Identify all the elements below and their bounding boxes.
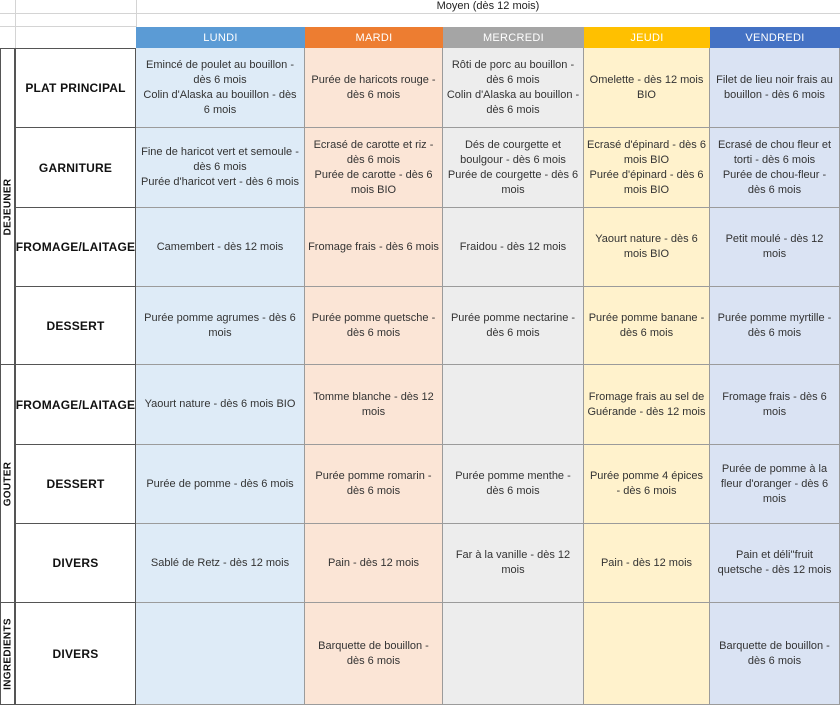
menu-cell-text: Rôti de porc au bouillon - dès 6 mois Colin d'Alaska au bouillon - dès 6 mois (446, 58, 580, 116)
menu-cell-text: Fraidou - dès 12 mois (459, 240, 567, 253)
menu-cell-text: Tomme blanche - dès 12 mois (313, 390, 434, 418)
menu-cell-text: Pain et déli''fruit quetsche - dès 12 mois (717, 549, 832, 576)
menu-cell-text: Purée pomme banane - dès 6 mois (588, 311, 705, 339)
section-dejeuner (0, 48, 15, 365)
menu-cell-vendredi (710, 208, 840, 287)
menu-cell-text: Fromage frais - dès 6 mois (722, 390, 827, 418)
menu-cell-text: Purée pomme romarin - dès 6 mois (315, 470, 432, 497)
menu-cell-text: Fine de haricot vert et semoule - dès 6 mois Purée d'haricot vert - dès 6 mois (140, 146, 299, 188)
menu-cell-lundi (136, 603, 305, 705)
menu-cell-text: Far à la vanille - dès 12 mois (455, 549, 571, 576)
menu-cell-text: Emincé de poulet au bouillon - dès 6 mois Colin d'Alaska au bouillon - dès 6 mois (143, 58, 297, 116)
menu-cell-text: Barquette de bouillon - dès 6 mois (719, 639, 830, 667)
gridline (0, 26, 136, 27)
row-label: FROMAGE/LAITAGE (15, 208, 136, 287)
menu-cell-mardi (305, 365, 443, 445)
menu-cell-lundi (136, 365, 305, 445)
menu-cell-mardi (305, 524, 443, 603)
menu-cell-text: Purée pomme quetsche - dès 6 mois (311, 311, 436, 339)
menu-cell-text: Ecrasé d'épinard - dès 6 mois BIO Purée d'épinard - dès 6 mois BIO (587, 138, 706, 196)
day-header-mardi: MARDI (305, 27, 443, 48)
day-header-mercredi: MERCREDI (443, 27, 584, 48)
menu-cell-vendredi (710, 365, 840, 445)
row-label: DESSERT (15, 287, 136, 365)
section-label: GOUTER (2, 461, 13, 506)
menu-cell-mardi (305, 48, 443, 128)
menu-cell-text: Fromage frais - dès 6 mois (308, 240, 439, 253)
menu-cell-text: Purée pomme agrumes - dès 6 mois (144, 311, 296, 339)
menu-cell-text: Purée pomme myrtille - dès 6 mois (717, 311, 832, 339)
menu-cell-vendredi (710, 603, 840, 705)
menu-cell-text: Purée pomme menthe - dès 6 mois (455, 470, 571, 497)
menu-cell-mercredi (443, 524, 584, 603)
menu-cell-text: Fromage frais au sel de Guérande - dès 12 mois (587, 390, 706, 418)
menu-cell-lundi (136, 287, 305, 365)
menu-cell-text: Pain - dès 12 mois (327, 556, 420, 569)
menu-cell-mercredi (443, 48, 584, 128)
menu-cell-jeudi (584, 128, 710, 208)
menu-cell-text: Purée de haricots rouge - dès 6 mois (311, 73, 436, 101)
menu-cell-mercredi (443, 365, 584, 445)
menu-cell-jeudi (584, 365, 710, 445)
menu-cell-jeudi (584, 524, 710, 603)
menu-cell-text: Purée pomme 4 épices - dès 6 mois (589, 470, 704, 497)
menu-cell-lundi (136, 524, 305, 603)
menu-cell-mercredi (443, 128, 584, 208)
menu-cell-text: Purée pomme nectarine - dès 6 mois (450, 311, 576, 339)
row-label: DIVERS (15, 603, 136, 705)
menu-cell-text: Yaourt nature - dès 6 mois BIO (595, 233, 698, 260)
menu-cell-mardi (305, 208, 443, 287)
day-header-jeudi: JEUDI (584, 27, 710, 48)
row-label: DESSERT (15, 445, 136, 524)
menu-cell-text: Camembert - dès 12 mois (156, 240, 284, 253)
menu-cell-lundi (136, 208, 305, 287)
day-header-vendredi: VENDREDI (710, 27, 840, 48)
section-gouter (0, 365, 15, 603)
menu-cell-vendredi (710, 445, 840, 524)
section-label: DEJEUNER (2, 178, 13, 235)
menu-cell-text: Purée de pomme - dès 6 mois (146, 477, 294, 490)
menu-cell-vendredi (710, 287, 840, 365)
menu-cell-jeudi (584, 208, 710, 287)
menu-cell-vendredi (710, 524, 840, 603)
menu-title: Moyen (dès 12 mois) (436, 0, 540, 12)
menu-cell-text: Filet de lieu noir frais au bouillon - dès 6 mois (716, 73, 833, 101)
gridline (0, 13, 840, 14)
menu-cell-jeudi (584, 48, 710, 128)
menu-cell-text: Purée de pomme à la fleur d'oranger - dès 6 mois (720, 462, 829, 505)
row-label: PLAT PRINCIPAL (15, 48, 136, 128)
row-label: DIVERS (15, 524, 136, 603)
menu-cell-text: Pain - dès 12 mois (600, 556, 693, 569)
menu-cell-mardi (305, 287, 443, 365)
section-label: INGREDIENTS (2, 617, 13, 690)
menu-cell-jeudi (584, 603, 710, 705)
menu-cell-lundi (136, 48, 305, 128)
menu-cell-text: Sablé de Retz - dès 12 mois (150, 556, 290, 569)
section-ingredients (0, 603, 15, 705)
menu-cell-vendredi (710, 128, 840, 208)
gridline (15, 27, 16, 48)
gridline (15, 0, 16, 27)
menu-cell-text: Petit moulé - dès 12 mois (725, 233, 824, 260)
menu-cell-text: Dés de courgette et boulgour - dès 6 mois Purée de courgette - dès 6 mois (447, 138, 579, 196)
menu-cell-lundi (136, 445, 305, 524)
menu-cell-text: Ecrasé de chou fleur et torti - dès 6 mois Purée de chou-fleur - dès 6 mois (717, 138, 832, 196)
row-label: FROMAGE/LAITAGE (15, 365, 136, 445)
menu-cell-mardi (305, 445, 443, 524)
menu-cell-text: Omelette - dès 12 mois BIO (589, 73, 704, 101)
menu-cell-text: Barquette de bouillon - dès 6 mois (318, 639, 429, 667)
menu-cell-lundi (136, 128, 305, 208)
row-label: GARNITURE (15, 128, 136, 208)
menu-cell-mardi (305, 603, 443, 705)
day-header-lundi: LUNDI (136, 27, 305, 48)
menu-cell-mercredi (443, 287, 584, 365)
menu-cell-mercredi (443, 603, 584, 705)
menu-cell-mercredi (443, 208, 584, 287)
menu-cell-text: Yaourt nature - dès 6 mois BIO (144, 398, 296, 410)
menu-cell-jeudi (584, 445, 710, 524)
menu-cell-vendredi (710, 48, 840, 128)
menu-cell-mardi (305, 128, 443, 208)
menu-cell-text: Ecrasé de carotte et riz - dès 6 mois Purée de carotte - dès 6 mois BIO (313, 138, 434, 196)
menu-cell-jeudi (584, 287, 710, 365)
menu-cell-mercredi (443, 445, 584, 524)
